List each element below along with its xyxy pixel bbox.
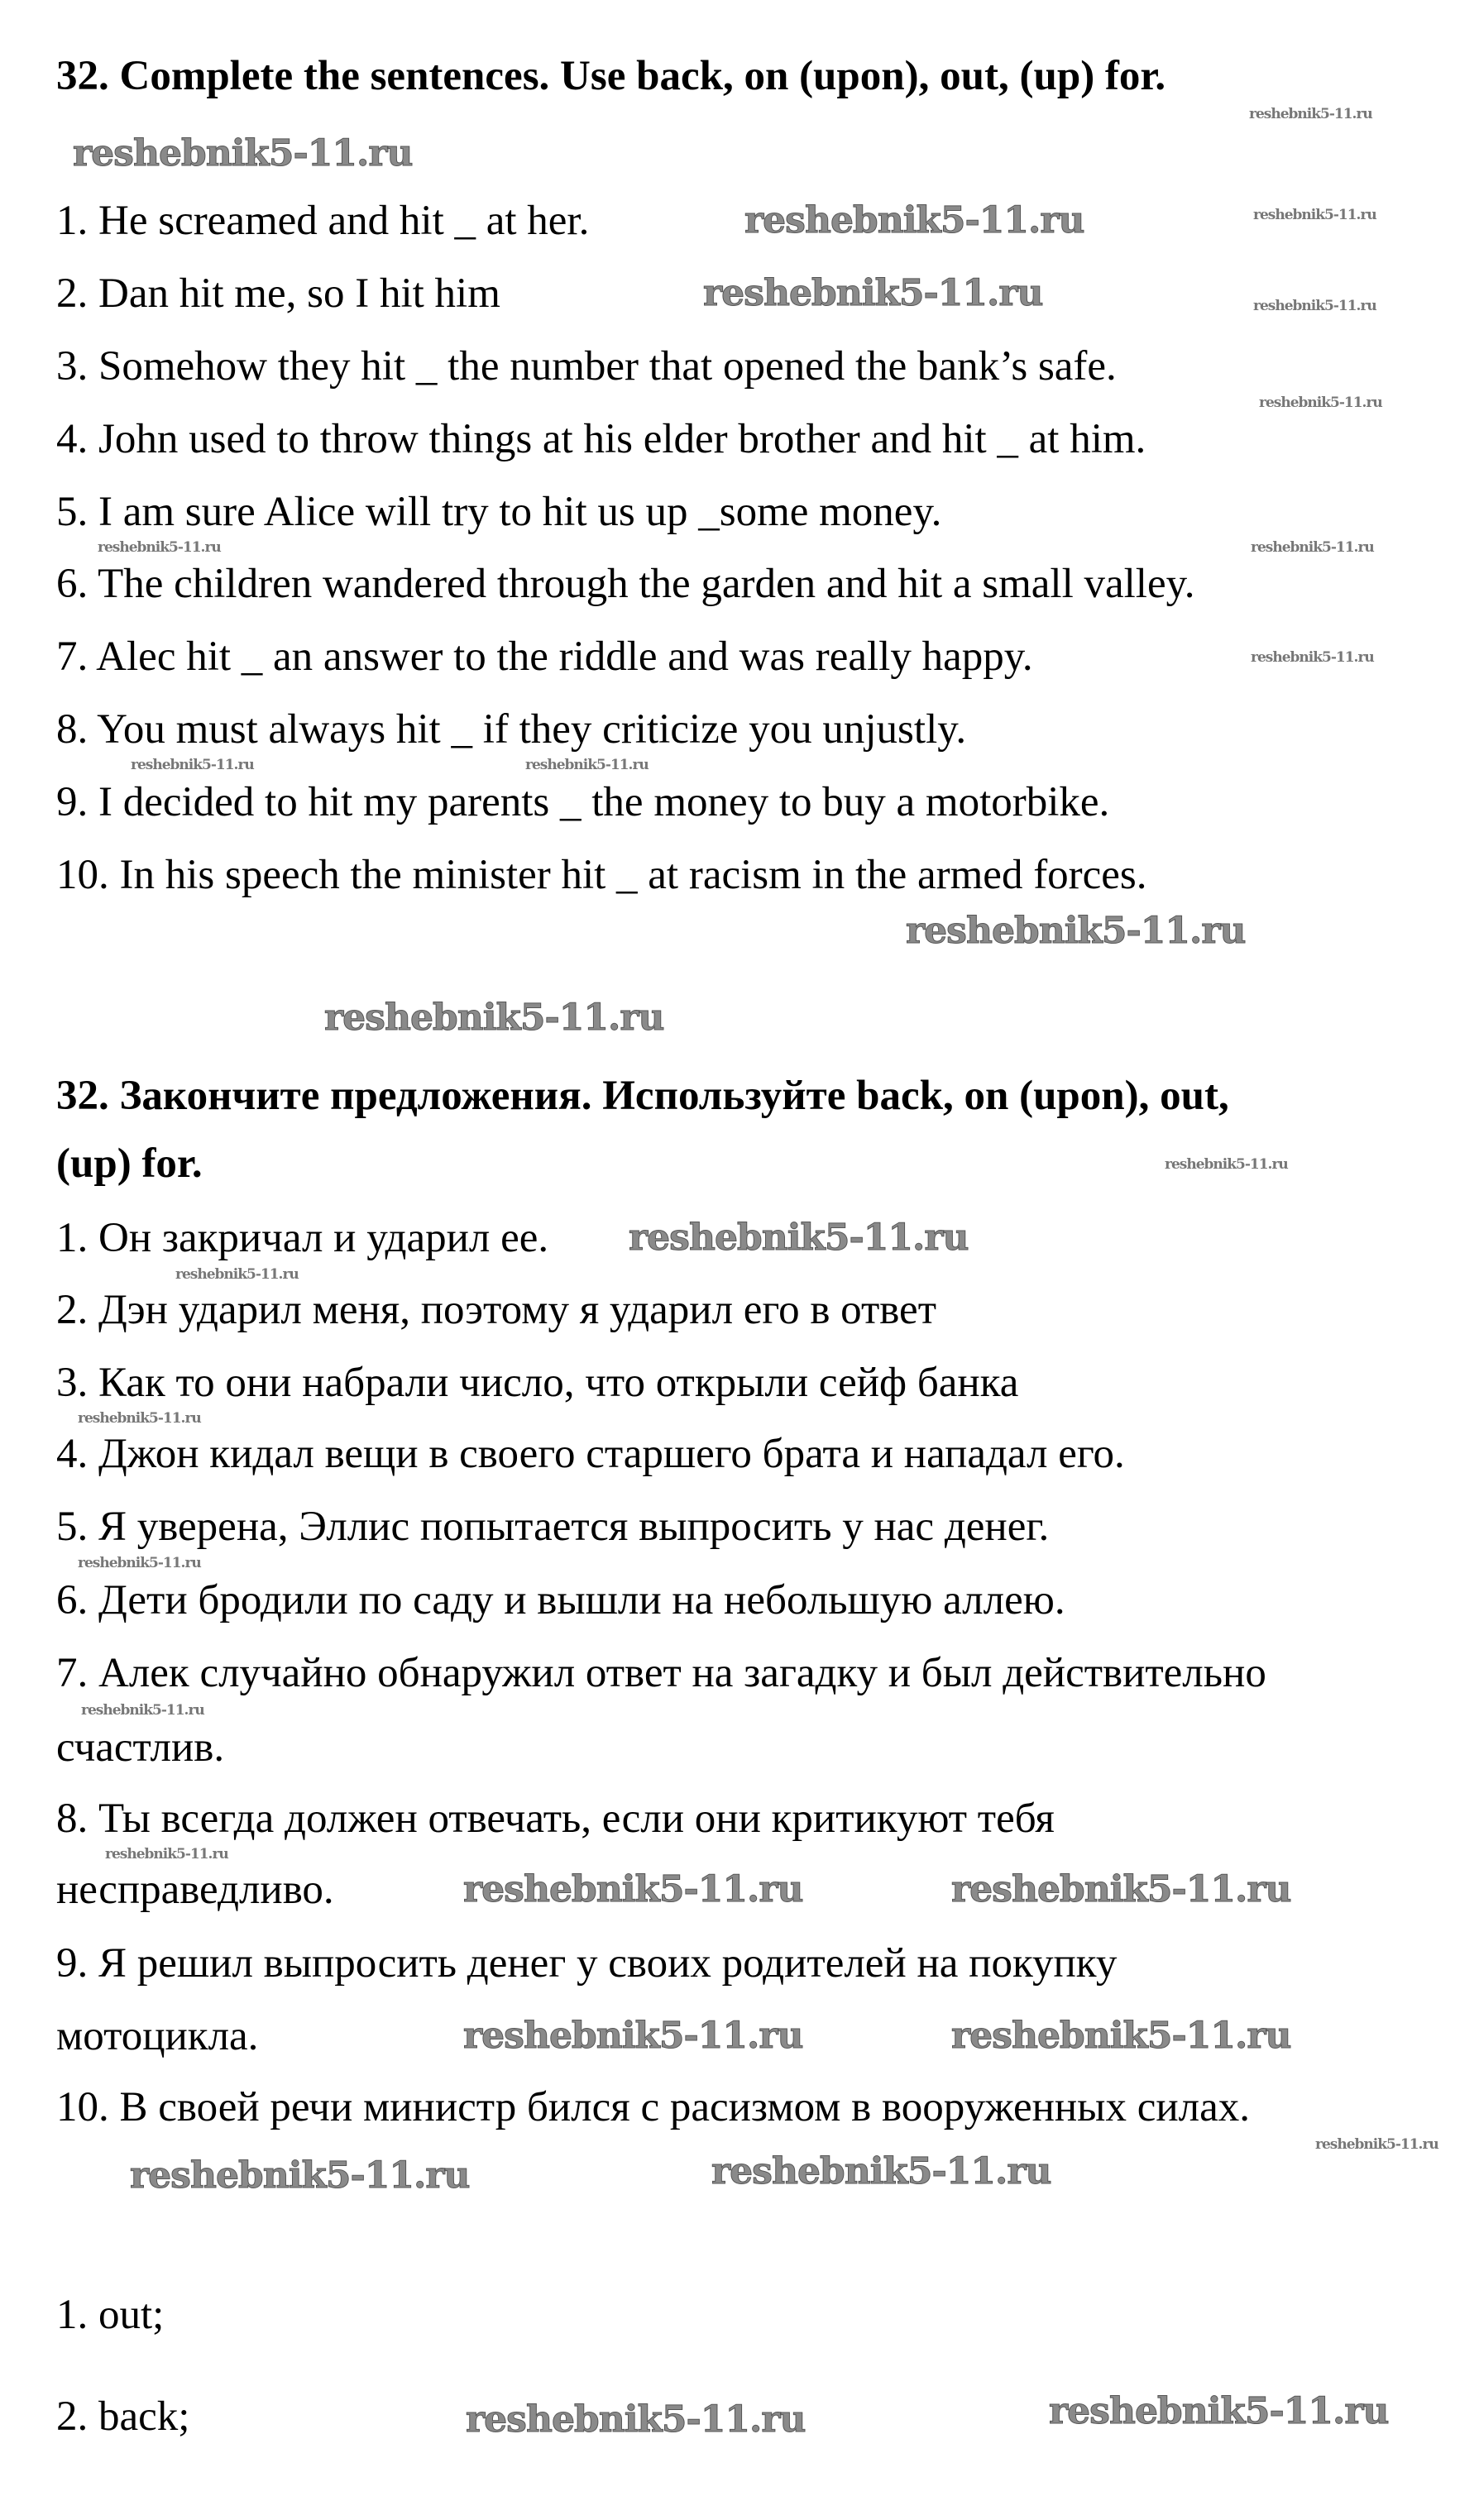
answer: 2. back; xyxy=(56,2393,190,2440)
watermark: reshebnik5-11.ru xyxy=(1253,298,1376,314)
english-sentence: 7. Alec hit _ an answer to the riddle and was really happy. xyxy=(56,634,1033,680)
english-sentence: 6. The children wandered through the garden and hit a small valley. xyxy=(56,561,1195,607)
watermark: reshebnik5-11.ru xyxy=(951,2015,1291,2057)
russian-sentence: 1. Он закричал и ударил ее. xyxy=(56,1215,549,1261)
russian-sentence: счастлив. xyxy=(56,1724,225,1771)
watermark: reshebnik5-11.ru xyxy=(711,2150,1051,2192)
watermark: reshebnik5-11.ru xyxy=(463,2015,803,2057)
watermark: reshebnik5-11.ru xyxy=(463,1868,803,1910)
watermark: reshebnik5-11.ru xyxy=(105,1846,228,1863)
watermark: reshebnik5-11.ru xyxy=(78,1555,201,1571)
russian-sentence: мотоцикла. xyxy=(56,2013,259,2059)
watermark: reshebnik5-11.ru xyxy=(703,272,1043,314)
english-sentence: 10. In his speech the minister hit _ at racism in the armed forces. xyxy=(56,852,1147,898)
watermark: reshebnik5-11.ru xyxy=(906,910,1246,952)
watermark: reshebnik5-11.ru xyxy=(1165,1156,1288,1173)
english-sentence: 8. You must always hit _ if they criticize you unjustly. xyxy=(56,706,967,753)
watermark: reshebnik5-11.ru xyxy=(1259,394,1382,411)
watermark: reshebnik5-11.ru xyxy=(744,199,1084,241)
english-sentence: 2. Dan hit me, so I hit him xyxy=(56,270,500,317)
russian-sentence: несправедливо. xyxy=(56,1867,334,1913)
watermark: reshebnik5-11.ru xyxy=(1315,2136,1438,2153)
russian-sentence: 6. Дети бродили по саду и вышли на небольшую аллею. xyxy=(56,1577,1065,1623)
russian-sentence: 3. Как то они набрали число, что открыли сейф банка xyxy=(56,1360,1019,1406)
russian-title: (up) for. xyxy=(56,1140,203,1187)
watermark: reshebnik5-11.ru xyxy=(98,539,221,556)
russian-sentence: 2. Дэн ударил меня, поэтому я ударил его в ответ xyxy=(56,1287,936,1333)
watermark: reshebnik5-11.ru xyxy=(951,1868,1291,1910)
russian-sentence: 10. В своей речи министр бился с расизмом в вооруженных силах. xyxy=(56,2084,1250,2130)
watermark: reshebnik5-11.ru xyxy=(1249,106,1372,122)
russian-title: 32. Закончите предложения. Используйте back, on (upon), out, xyxy=(56,1073,1229,1119)
watermark: reshebnik5-11.ru xyxy=(81,1702,204,1719)
watermark: reshebnik5-11.ru xyxy=(1253,207,1376,223)
english-sentence: 1. He screamed and hit _ at her. xyxy=(56,198,590,244)
russian-sentence: 7. Алек случайно обнаружил ответ на загадку и был действительно xyxy=(56,1650,1266,1696)
english-sentence: 5. I am sure Alice will try to hit us up _some money. xyxy=(56,489,942,535)
watermark: reshebnik5-11.ru xyxy=(1251,539,1374,556)
answer: 1. out; xyxy=(56,2292,165,2338)
english-sentence: 9. I decided to hit my parents _ the money to buy a motorbike. xyxy=(56,779,1110,825)
watermark: reshebnik5-11.ru xyxy=(131,757,254,773)
russian-sentence: 8. Ты всегда должен отвечать, если они критикуют тебя xyxy=(56,1796,1055,1842)
watermark: reshebnik5-11.ru xyxy=(466,2398,806,2441)
watermark: reshebnik5-11.ru xyxy=(73,132,413,175)
watermark: reshebnik5-11.ru xyxy=(525,757,649,773)
watermark: reshebnik5-11.ru xyxy=(130,2154,470,2197)
russian-sentence: 9. Я решил выпросить денег у своих родителей на покупку xyxy=(56,1940,1118,1987)
watermark: reshebnik5-11.ru xyxy=(629,1217,969,1259)
watermark: reshebnik5-11.ru xyxy=(175,1266,299,1283)
watermark: reshebnik5-11.ru xyxy=(1251,649,1374,666)
watermark: reshebnik5-11.ru xyxy=(78,1410,201,1427)
watermark: reshebnik5-11.ru xyxy=(1049,2390,1389,2432)
russian-sentence: 5. Я уверена, Эллис попытается выпросить у нас денег. xyxy=(56,1504,1050,1550)
english-sentence: 4. John used to throw things at his elder brother and hit _ at him. xyxy=(56,416,1146,462)
english-sentence: 3. Somehow they hit _ the number that opened the bank’s safe. xyxy=(56,343,1117,390)
watermark: reshebnik5-11.ru xyxy=(324,997,664,1039)
russian-sentence: 4. Джон кидал вещи в своего старшего брата и нападал его. xyxy=(56,1431,1125,1477)
english-title: 32. Complete the sentences. Use back, on (upon), out, (up) for. xyxy=(56,53,1166,99)
